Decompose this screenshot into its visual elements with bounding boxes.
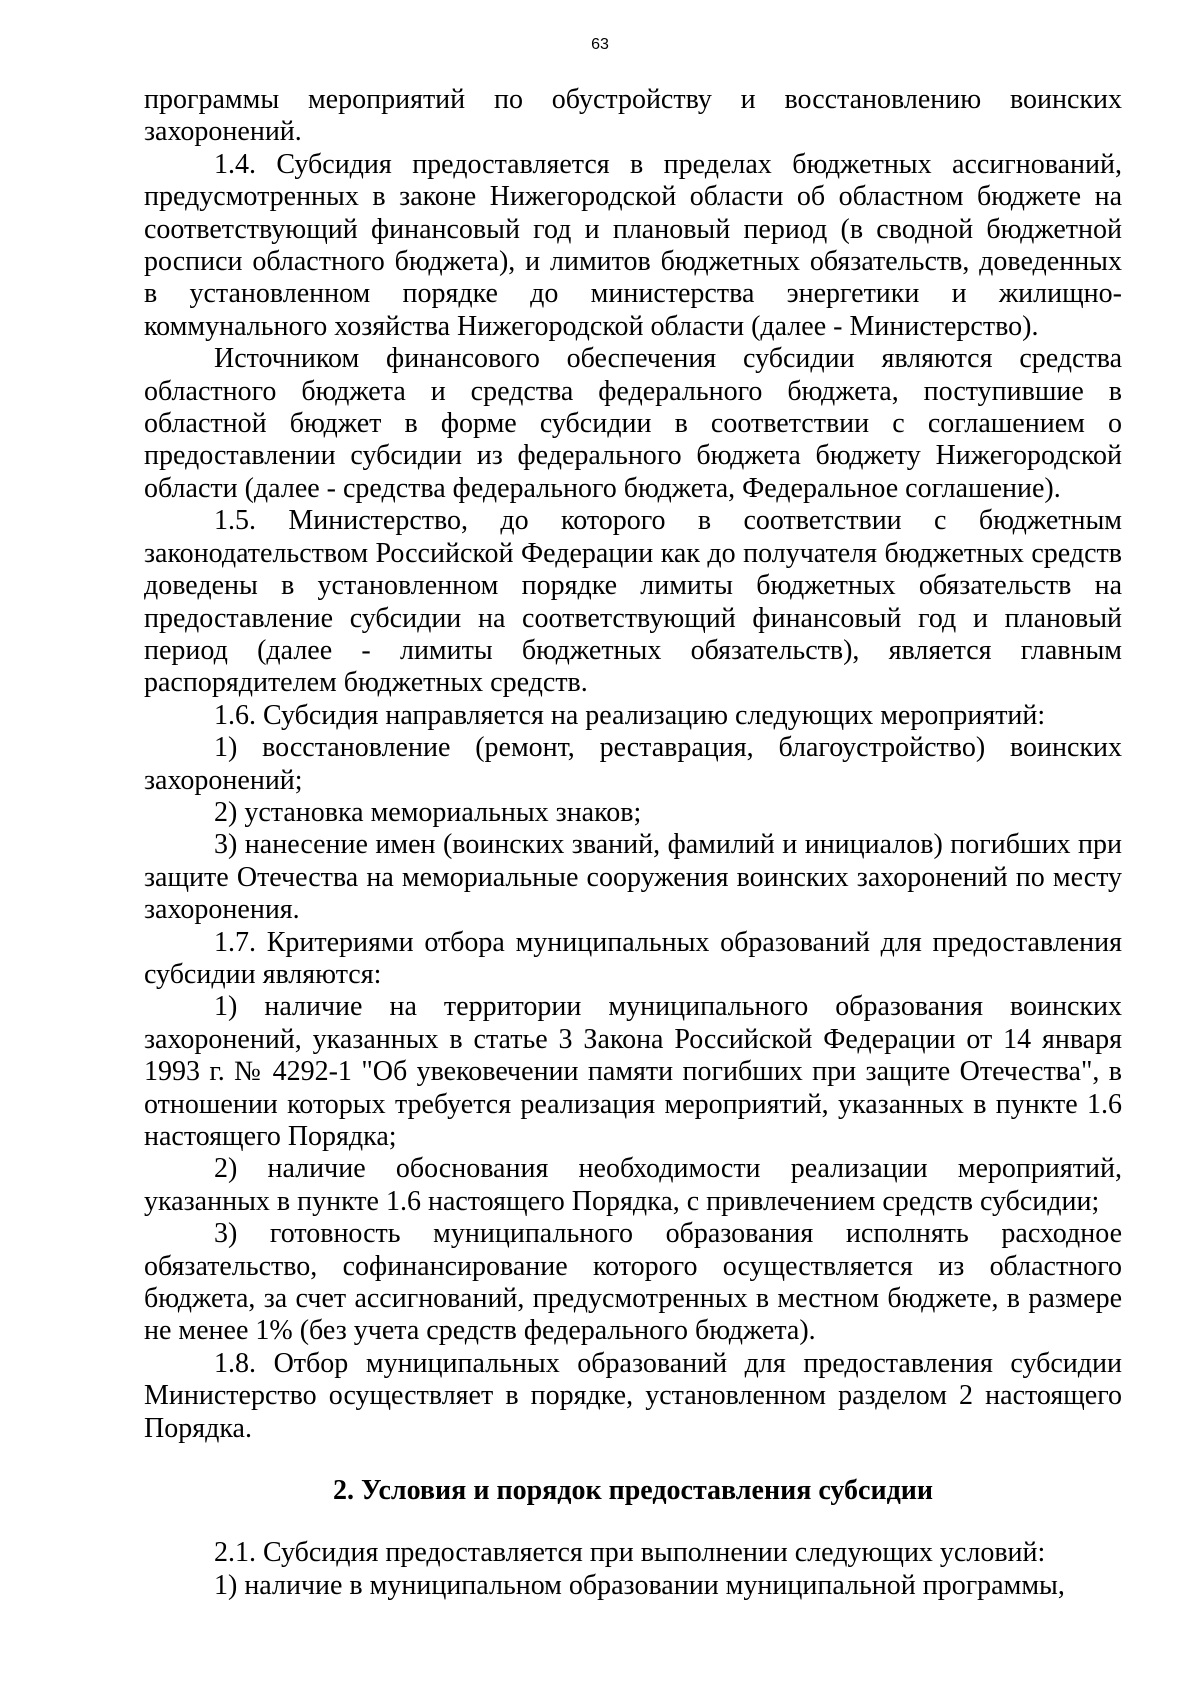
paragraph-1-6-item-1: 1) восстановление (ремонт, реставрация, благоустройство) воинских захоронений; [144, 732, 1122, 796]
paragraph-continuation: программы мероприятий по обустройству и восстановлению воинских захоронений. [144, 84, 1122, 148]
paragraph-1-5: 1.5. Министерство, до которого в соответствии с бюджетным законодательством Российской Федерации как до получателя бюджетных средств доведены в установленном порядке лимиты бюджетных обязательств на предоставление субсидии на соответствующий финансовый год и плановый период (далее - лимиты бюджетных обязательств), является главным распорядителем бюджетных средств. [144, 505, 1122, 699]
paragraph-funding-source: Источником финансового обеспечения субсидии являются средства областного бюджета и средства федерального бюджета, поступившие в областной бюджет в форме субсидии в соответствии с соглашением о предоставлении субсидии из федерального бюджета бюджету Нижегородской области (далее - средства федерального бюджета, Федеральное соглашение). [144, 343, 1122, 504]
paragraph-1-6: 1.6. Субсидия направляется на реализацию следующих мероприятий: [214, 699, 1046, 731]
paragraph-1-7: 1.7. Критериями отбора муниципальных образований для предоставления субсидии являются: [144, 926, 1122, 990]
page-number: 63 [591, 36, 609, 53]
paragraph-1-8: 1.8. Отбор муниципальных образований для предоставления субсидии Министерство осуществляет в порядке, установленном разделом 2 настоящего Порядка. [144, 1347, 1122, 1444]
paragraph-2-1: 2.1. Субсидия предоставляется при выполнении следующих условий: [214, 1537, 1046, 1569]
paragraph-1-6-item-3: 3) нанесение имен (воинских званий, фамилий и инициалов) погибших при защите Отечества на мемориальные сооружения воинских захоронений по месту захоронения. [144, 829, 1122, 926]
paragraph-1-7-item-3: 3) готовность муниципального образования исполнять расходное обязательство, софинансирование которого осуществляется из областного бюджета, за счет ассигнований, предусмотренных в местном бюджете, в размере не менее 1% (без учета средств федерального бюджета). [144, 1218, 1122, 1347]
paragraph-1-7-item-2: 2) наличие обоснования необходимости реализации мероприятий, указанных в пункте 1.6 настоящего Порядка, с привлечением средств субсидии; [144, 1153, 1122, 1217]
paragraph-1-7-item-1: 1) наличие на территории муниципального образования воинских захоронений, указанных в статье 3 Закона Российской Федерации от 14 января 1993 г. № 4292-1 "Об увековечении памяти погибших при защите Отечества", в отношении которых требуется реализация мероприятий, указанных в пункте 1.6 настоящего Порядка; [144, 991, 1122, 1152]
paragraph-2-1-item-1: 1) наличие в муниципальном образовании муниципальной программы, [214, 1569, 1065, 1601]
paragraph-1-6-item-2: 2) установка мемориальных знаков; [214, 796, 642, 828]
document-body [144, 84, 1122, 1602]
section-heading: 2. Условия и порядок предоставления субсидии [332, 1475, 934, 1507]
paragraph-1-4: 1.4. Субсидия предоставляется в пределах бюджетных ассигнований, предусмотренных в законе Нижегородской области об областном бюджете на соответствующий финансовый год и плановый период (в сводной бюджетной росписи областного бюджета), и лимитов бюджетных обязательств, доведенных в установленном порядке до министерства энергетики и жилищно-коммунального хозяйства Нижегородской области (далее - Министерство). [144, 148, 1122, 342]
